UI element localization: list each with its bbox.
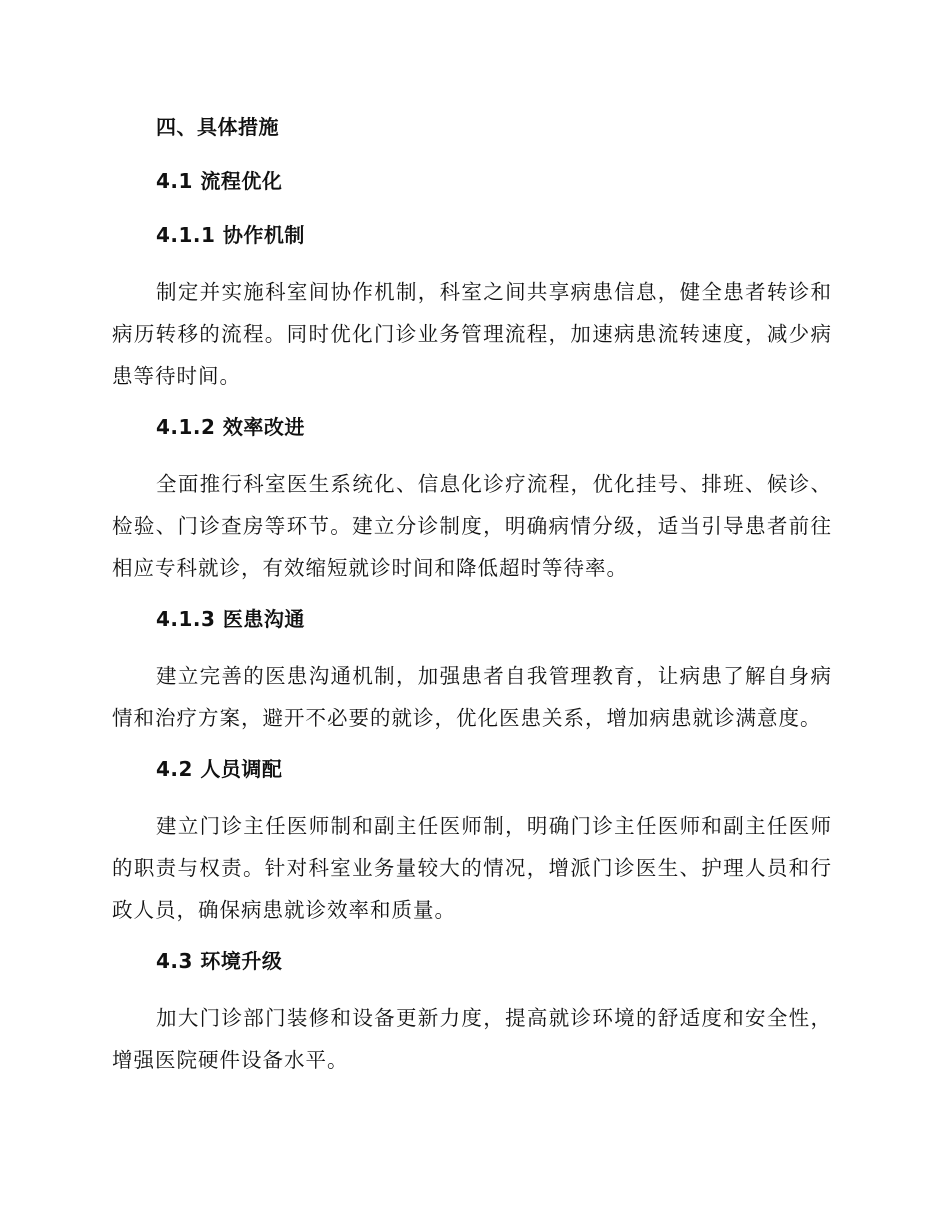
- section-4-3-paragraph: 加大门诊部门装修和设备更新力度，提高就诊环境的舒适度和安全性，增强医院硬件设备水平。: [112, 1006, 832, 1072]
- document-body: [112, 109, 832, 1093]
- section-4-1-1-paragraph: 制定并实施科室间协作机制，科室之间共享病患信息，健全患者转诊和病历转移的流程。同时优化门诊业务管理流程，加速病患流转速度，减少病患等待时间。: [112, 280, 832, 388]
- section-4-1-1-heading: 4.1.1 协作机制: [156, 223, 305, 247]
- section-4-2-heading: 4.2 人员调配: [156, 757, 283, 781]
- section-4-1-2-paragraph: 全面推行科室医生系统化、信息化诊疗流程，优化挂号、排班、候诊、检验、门诊查房等环节。建立分诊制度，明确病情分级，适当引导患者前往相应专科就诊，有效缩短就诊时间和降低超时等待率。: [112, 472, 832, 580]
- section-4-3-heading: 4.3 环境升级: [156, 949, 283, 973]
- section-4-1-heading: 4.1 流程优化: [156, 169, 283, 193]
- section-4-2-paragraph: 建立门诊主任医师制和副主任医师制，明确门诊主任医师和副主任医师的职责与权责。针对科室业务量较大的情况，增派门诊医生、护理人员和行政人员，确保病患就诊效率和质量。: [112, 814, 832, 922]
- section-4-1-3-heading: 4.1.3 医患沟通: [156, 607, 305, 631]
- section-4-1-3-paragraph: 建立完善的医患沟通机制，加强患者自我管理教育，让病患了解自身病情和治疗方案，避开不必要的就诊，优化医患关系，增加病患就诊满意度。: [112, 664, 832, 730]
- section-4-heading: 四、具体措施: [156, 115, 279, 139]
- section-4-1-2-heading: 4.1.2 效率改进: [156, 415, 305, 439]
